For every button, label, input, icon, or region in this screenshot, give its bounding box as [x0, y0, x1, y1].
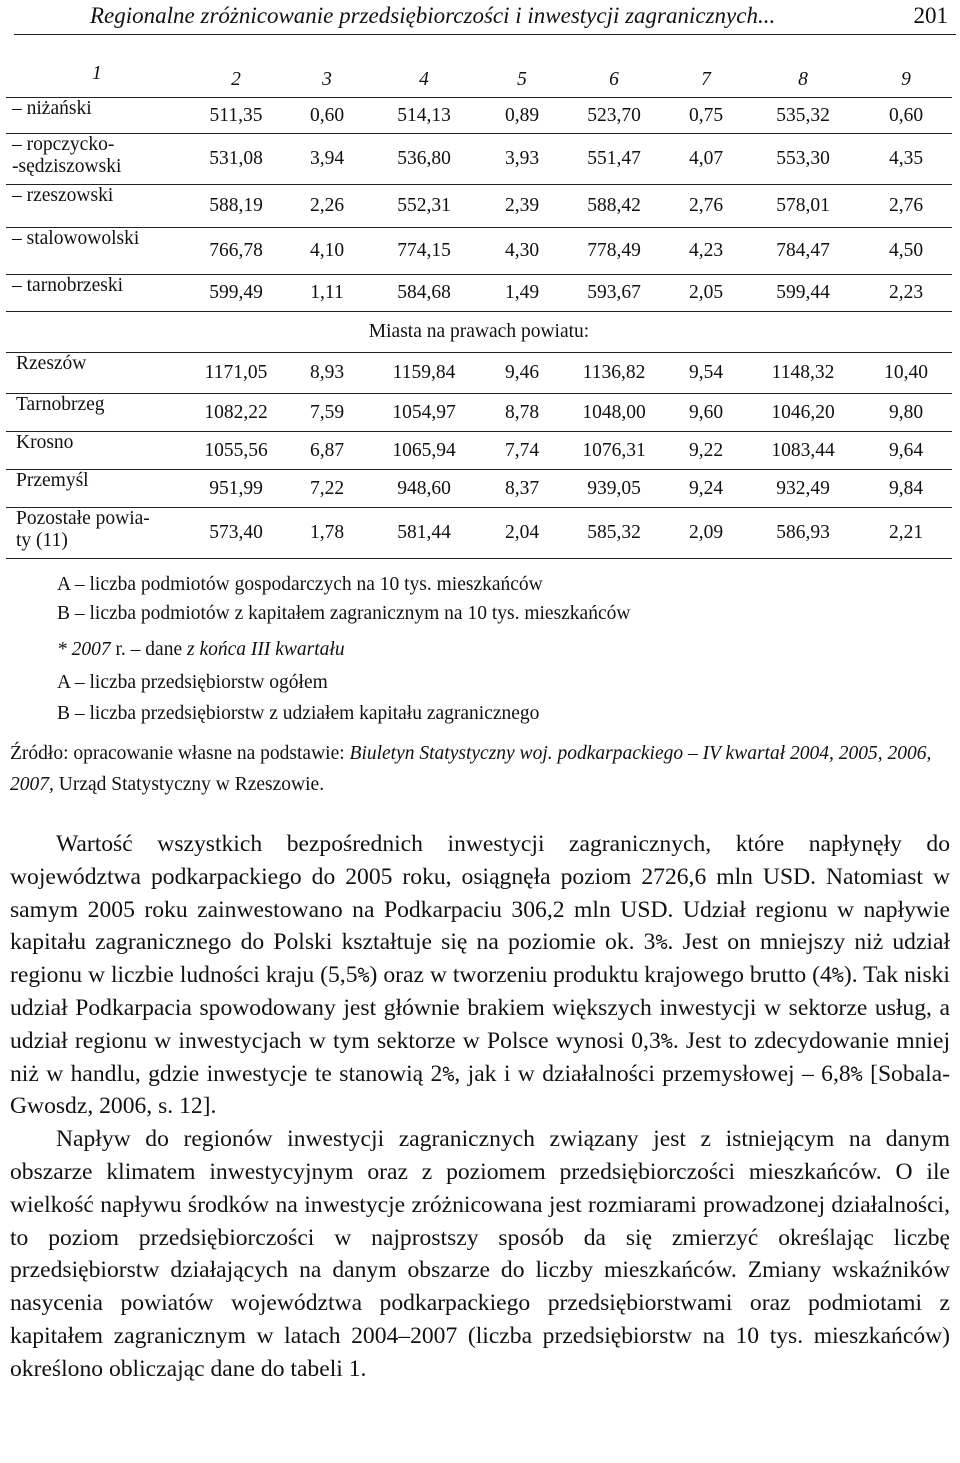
row-label: [6, 508, 184, 559]
cell: 7,22: [288, 470, 366, 508]
running-title: Regionalne zróżnicowanie przedsiębiorczości i inwestycji zagranicznych...: [90, 3, 776, 28]
table-row: [6, 470, 952, 508]
cell: 766,78: [184, 228, 288, 275]
cell: 551,47: [562, 134, 666, 185]
cell: 9,64: [860, 432, 952, 470]
cell: 1159,84: [366, 353, 482, 394]
cell: 4,23: [666, 228, 746, 275]
cell: 8,37: [482, 470, 562, 508]
source-suffix: Urząd Statystyczny w Rzeszowie.: [53, 774, 325, 795]
cell: 581,44: [366, 508, 482, 559]
cell: 2,76: [860, 185, 952, 228]
cell: 932,49: [746, 470, 860, 508]
column-number: 1: [6, 63, 184, 98]
cell: 4,07: [666, 134, 746, 185]
percent-sign: %: [660, 1028, 673, 1053]
cell: 8,93: [288, 353, 366, 394]
table-row: [6, 134, 952, 185]
cell: 552,31: [366, 185, 482, 228]
cell: 2,76: [666, 185, 746, 228]
percent-sign: %: [357, 963, 370, 988]
cell: 573,40: [184, 508, 288, 559]
table-notes: [57, 574, 630, 733]
cell: 3,93: [482, 134, 562, 185]
cell: 1048,00: [562, 394, 666, 432]
running-header: [14, 0, 956, 35]
cell: 0,60: [860, 98, 952, 134]
cell: 553,30: [746, 134, 860, 185]
text-run: Wartość wszystkich bezpośrednich inwestycji zagranicznych, które napłynęły do województwa podkarpackiego do 2005 roku, osiągnęła poziom 2726,6 mln USD. Natomiast w samym 2005 roku zainwestowano na Podkarpaciu 306,2 mln USD. Udział regionu w napływie kapitału zagranicznego do Polski kształtuje się na poziomie ok. 3: [10, 831, 950, 956]
section-label: Miasta na prawach powiatu:: [6, 312, 952, 353]
cell: 9,54: [666, 353, 746, 394]
note-b: B – liczba podmiotów z kapitałem zagranicznym na 10 tys. mieszkańców: [57, 603, 631, 624]
column-number: 4: [366, 63, 482, 98]
cell: 588,19: [184, 185, 288, 228]
cell: 9,84: [860, 470, 952, 508]
cell: 0,60: [288, 98, 366, 134]
cell: 1082,22: [184, 394, 288, 432]
table-row: [6, 353, 952, 394]
cell: 8,78: [482, 394, 562, 432]
cell: 7,59: [288, 394, 366, 432]
percent-sign: %: [442, 1061, 455, 1086]
row-label: Rzeszów: [6, 353, 184, 394]
cell: 1171,05: [184, 353, 288, 394]
page-number: 201: [913, 3, 948, 28]
cell: 4,50: [860, 228, 952, 275]
cell: 1148,32: [746, 353, 860, 394]
note-asterisk-text: r. – dane: [110, 639, 187, 660]
column-number: 2: [184, 63, 288, 98]
column-number: 8: [746, 63, 860, 98]
column-number-row: [6, 63, 952, 98]
table-row: [6, 432, 952, 470]
cell: 511,35: [184, 98, 288, 134]
cell: 4,10: [288, 228, 366, 275]
cell: 9,46: [482, 353, 562, 394]
note-a: A – liczba podmiotów gospodarczych na 10 tys. mieszkańców: [57, 574, 543, 595]
cell: 1,49: [482, 275, 562, 312]
percent-sign: %: [655, 930, 668, 955]
cell: 588,42: [562, 185, 666, 228]
cell: 774,15: [366, 228, 482, 275]
cell: 939,05: [562, 470, 666, 508]
cell: 1136,82: [562, 353, 666, 394]
row-label: – tarnobrzeski: [6, 275, 184, 312]
table-row: [6, 98, 952, 134]
paragraph: [10, 828, 950, 1123]
table-row: [6, 228, 952, 275]
cell: 9,22: [666, 432, 746, 470]
row-label: – niżański: [6, 98, 184, 134]
cell: 0,89: [482, 98, 562, 134]
cell: 578,01: [746, 185, 860, 228]
cell: 2,26: [288, 185, 366, 228]
text-run: . Jest to zdecydowanie mniej niż w handlu, gdzie inwestycje te stanowią 2: [10, 1027, 950, 1087]
cell: 586,93: [746, 508, 860, 559]
text-run: [Sobala-Gwosdz, 2006, s. 12].: [10, 1060, 951, 1120]
table-row: [6, 394, 952, 432]
row-label-line: -sędziszowski: [12, 156, 122, 177]
cell: 535,32: [746, 98, 860, 134]
cell: 0,75: [666, 98, 746, 134]
cell: 1055,56: [184, 432, 288, 470]
cell: 6,87: [288, 432, 366, 470]
cell: 4,35: [860, 134, 952, 185]
cell: 2,21: [860, 508, 952, 559]
cell: 2,39: [482, 185, 562, 228]
source-prefix: Źródło: opracowanie własne na podstawie:: [10, 743, 350, 764]
cell: 3,94: [288, 134, 366, 185]
row-label: Tarnobrzeg: [6, 394, 184, 432]
cell: 7,74: [482, 432, 562, 470]
cell: 951,99: [184, 470, 288, 508]
row-label: Przemyśl: [6, 470, 184, 508]
text-run: , jak i w działalności przemysłowej – 6,8: [454, 1060, 851, 1087]
note-asterisk-year: * 2007: [57, 639, 111, 660]
column-number: 3: [288, 63, 366, 98]
note-a-firms: A – liczba przedsiębiorstw ogółem: [57, 672, 328, 693]
cell: 584,68: [366, 275, 482, 312]
source-title: Biuletyn Statystyczny woj. podkarpackiego – IV kwartał 2004, 2005, 2006, 2007,: [10, 743, 932, 795]
body-text: [10, 828, 950, 1386]
note-asterisk-italic: z końca III kwartału: [186, 639, 345, 660]
row-label: Krosno: [6, 432, 184, 470]
row-label-line: Pozostałe powia-: [16, 508, 150, 529]
row-label: – rzeszowski: [6, 185, 184, 228]
row-label: – stalowowolski: [6, 228, 184, 275]
cell: 1076,31: [562, 432, 666, 470]
data-table: [6, 63, 952, 559]
cell: 1,78: [288, 508, 366, 559]
cell: 1,11: [288, 275, 366, 312]
note-asterisk: [57, 639, 630, 672]
row-label-line: – ropczycko-: [12, 134, 115, 155]
column-number: 9: [860, 63, 952, 98]
cell: 536,80: [366, 134, 482, 185]
cell: 4,30: [482, 228, 562, 275]
cell: 10,40: [860, 353, 952, 394]
cell: 531,08: [184, 134, 288, 185]
percent-sign: %: [831, 963, 844, 988]
cell: 1054,97: [366, 394, 482, 432]
section-row: [6, 312, 952, 353]
text-run: ). Tak niski udział Podkarpacia spowodowany jest głównie brakiem większych inwestycji w sektorze usług, a udział regionu w inwestycjach w tym sektorze w Polsce wynosi 0,3: [10, 962, 950, 1054]
source-note: [10, 738, 950, 800]
cell: 9,80: [860, 394, 952, 432]
cell: 2,09: [666, 508, 746, 559]
cell: 593,67: [562, 275, 666, 312]
text-run: . Jest on mniejszy niż udział regionu w liczbie ludności kraju (5,5: [10, 929, 950, 989]
text-run: ) oraz w tworzeniu produktu krajowego brutto (4: [369, 962, 832, 989]
note-b-firms: B – liczba przedsiębiorstw z udziałem kapitału zagranicznego: [57, 703, 540, 724]
cell: 523,70: [562, 98, 666, 134]
cell: 599,49: [184, 275, 288, 312]
cell: 2,23: [860, 275, 952, 312]
cell: 2,04: [482, 508, 562, 559]
cell: 9,60: [666, 394, 746, 432]
table-row: [6, 275, 952, 312]
percent-sign: %: [850, 1061, 863, 1086]
column-number: 5: [482, 63, 562, 98]
cell: 585,32: [562, 508, 666, 559]
cell: 9,24: [666, 470, 746, 508]
cell: 599,44: [746, 275, 860, 312]
cell: 784,47: [746, 228, 860, 275]
cell: 778,49: [562, 228, 666, 275]
cell: 1083,44: [746, 432, 860, 470]
column-number: 6: [562, 63, 666, 98]
table-row: [6, 185, 952, 228]
table-row: [6, 508, 952, 559]
cell: 948,60: [366, 470, 482, 508]
cell: 2,05: [666, 275, 746, 312]
cell: 1065,94: [366, 432, 482, 470]
row-label: [6, 134, 184, 185]
column-number: 7: [666, 63, 746, 98]
row-label-line: ty (11): [16, 530, 68, 551]
cell: 514,13: [366, 98, 482, 134]
paragraph: Napływ do regionów inwestycji zagranicznych związany jest z istniejącym na danym obszarze klimatem inwestycyjnym oraz z poziomem przedsiębiorczości mieszkańców. O ile wielkość napływu środków na inwestycje zróżnicowana jest rozmiarami prowadzonej działalności, to poziom przedsiębiorczości w najprostszy sposób da się zmierzyć określając liczbę przedsiębiorstw działających na danym obszarze do liczby mieszkańców. Zmiany wskaźników nasycenia powiatów województwa podkarpackiego przedsiębiorstwami oraz podmiotami z kapitałem zagranicznym w latach 2004–2007 (liczba przedsiębiorstw na 10 tys. mieszkańców) określono obliczając dane do tabeli 1.: [10, 1126, 950, 1382]
cell: 1046,20: [746, 394, 860, 432]
